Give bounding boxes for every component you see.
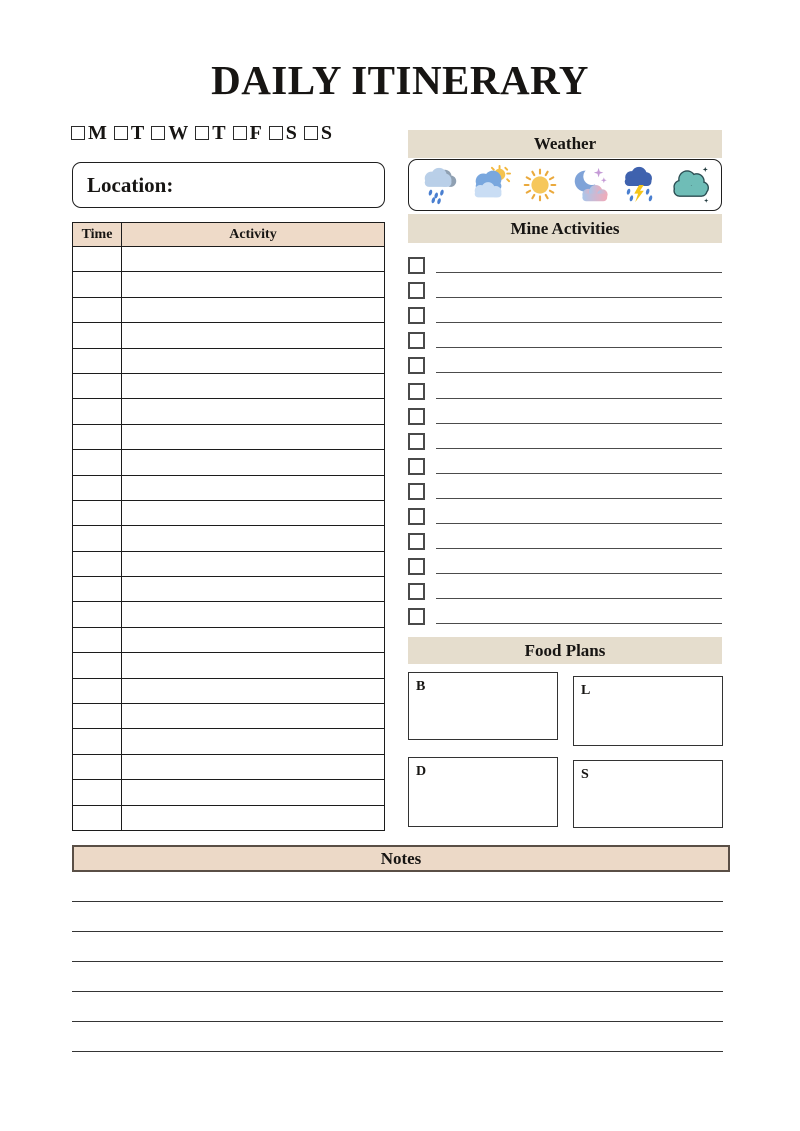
activity-cell[interactable] [122,780,385,805]
checklist-item [408,349,722,374]
table-row [73,704,385,729]
activity-write-line[interactable] [436,498,722,499]
schedule-table [72,222,385,831]
mine-activities-title: Mine Activities [510,218,620,238]
notes-area [72,872,723,1052]
day-checkbox[interactable] [195,126,209,140]
activity-write-line[interactable] [436,297,722,298]
sunny-icon[interactable] [519,164,561,206]
checklist-item [408,550,722,575]
activity-cell[interactable] [122,272,385,297]
day-thursday [195,123,225,143]
activity-cell[interactable] [122,297,385,322]
day-friday [233,123,262,143]
time-cell[interactable] [73,678,122,703]
table-row [73,526,385,551]
activity-checkbox[interactable] [408,383,425,400]
food-plans-header [408,637,722,664]
checklist-item [408,575,722,600]
table-row [73,297,385,322]
checklist-item [408,600,722,625]
thunderstorm-icon[interactable] [619,164,661,206]
activity-cell[interactable] [122,348,385,373]
time-cell[interactable] [73,323,122,348]
day-label: T [130,122,145,144]
meal-box-breakfast[interactable] [408,672,558,740]
meal-box-snacks[interactable] [573,760,723,828]
time-cell[interactable] [73,704,122,729]
activity-checkbox[interactable] [408,257,425,274]
time-cell[interactable] [73,653,122,678]
activities-checklist [408,249,722,625]
table-row [73,678,385,703]
activity-cell[interactable] [122,729,385,754]
table-row [73,500,385,525]
meal-box-lunch[interactable] [573,676,723,746]
activity-write-line[interactable] [436,448,722,449]
table-row [73,424,385,449]
meal-label-breakfast: B [416,679,426,694]
activity-cell[interactable] [122,399,385,424]
checklist-item [408,249,722,274]
time-cell[interactable] [73,373,122,398]
day-label: S [285,122,297,144]
time-cell[interactable] [73,500,122,525]
activity-checkbox[interactable] [408,458,425,475]
activity-checkbox[interactable] [408,357,425,374]
checklist-item [408,450,722,475]
activity-checkbox[interactable] [408,332,425,349]
activity-cell[interactable] [122,247,385,272]
meal-label-dinner: D [416,764,427,779]
meal-box-dinner[interactable] [408,757,558,827]
location-label: Location: [87,172,174,197]
day-checkbox[interactable] [151,126,165,140]
activity-cell[interactable] [122,754,385,779]
table-row [73,627,385,652]
checklist-item [408,324,722,349]
partly-cloudy-icon[interactable] [469,164,511,206]
activity-write-line[interactable] [436,398,722,399]
time-cell[interactable] [73,780,122,805]
activity-write-line[interactable] [436,598,722,599]
activity-cell[interactable] [122,526,385,551]
activity-cell[interactable] [122,653,385,678]
activity-cell[interactable] [122,475,385,500]
checklist-item [408,425,722,450]
time-cell[interactable] [73,424,122,449]
activity-cell[interactable] [122,323,385,348]
weather-title: Weather [533,134,597,153]
activity-checkbox[interactable] [408,483,425,500]
weather-header [408,130,722,158]
notes-write-line[interactable] [72,902,723,932]
activity-checkbox[interactable] [408,533,425,550]
activity-cell[interactable] [122,577,385,602]
activity-checkbox[interactable] [408,558,425,575]
activity-write-line[interactable] [436,623,722,624]
time-cell[interactable] [73,602,122,627]
checklist-item [408,525,722,550]
activity-checkbox[interactable] [408,282,425,299]
time-cell[interactable] [73,627,122,652]
schedule-header-row [73,223,385,247]
table-row [73,475,385,500]
day-label: M [88,122,107,144]
mine-activities-header [408,214,722,243]
day-label: F [249,122,262,144]
activity-write-line[interactable] [436,372,722,373]
day-label: T [212,122,226,144]
table-row [73,653,385,678]
time-cell[interactable] [73,729,122,754]
time-cell[interactable] [73,577,122,602]
meal-label-lunch: L [581,683,591,698]
activity-cell[interactable] [122,678,385,703]
checklist-item [408,500,722,525]
checklist-item [408,274,722,299]
time-cell[interactable] [73,475,122,500]
activity-write-line[interactable] [436,347,722,348]
activity-checkbox[interactable] [408,608,425,625]
activity-write-line[interactable] [436,523,722,524]
notes-write-line[interactable] [72,1022,723,1052]
day-sunday [304,123,332,143]
table-row [73,373,385,398]
table-row [73,399,385,424]
time-column-header: Time [73,223,122,247]
activity-checkbox[interactable] [408,508,425,525]
activity-write-line[interactable] [436,322,722,323]
activity-write-line[interactable] [436,573,722,574]
checklist-item [408,475,722,500]
meal-label-snacks: S [581,767,589,782]
time-cell[interactable] [73,399,122,424]
notes-header [72,845,730,872]
checklist-item [408,374,722,399]
activity-checkbox[interactable] [408,433,425,450]
time-cell[interactable] [73,297,122,322]
clear-night-icon[interactable] [569,164,611,206]
time-cell[interactable] [73,754,122,779]
activity-cell[interactable] [122,450,385,475]
time-cell[interactable] [73,526,122,551]
day-checkbox[interactable] [269,126,283,140]
time-cell[interactable] [73,348,122,373]
day-checkbox[interactable] [71,126,85,140]
cloudy-icon[interactable] [669,164,711,206]
notes-write-line[interactable] [72,932,723,962]
day-selector [71,123,339,143]
table-row [73,602,385,627]
time-cell[interactable] [73,272,122,297]
notes-write-line[interactable] [72,872,723,902]
table-row [73,577,385,602]
activity-cell[interactable] [122,551,385,576]
page-title: DAILY ITINERARY [211,57,589,103]
day-label: S [320,122,333,144]
table-row [73,247,385,272]
day-label: W [168,122,189,144]
notes-write-line[interactable] [72,962,723,992]
activity-checkbox[interactable] [408,583,425,600]
table-row [73,754,385,779]
activity-write-line[interactable] [436,548,722,549]
activity-checkbox[interactable] [408,408,425,425]
day-checkbox[interactable] [114,126,128,140]
activity-cell[interactable] [122,704,385,729]
table-row [73,323,385,348]
table-row [73,729,385,754]
activity-cell[interactable] [122,500,385,525]
table-row [73,348,385,373]
activity-cell[interactable] [122,424,385,449]
day-monday [71,123,107,143]
activity-cell[interactable] [122,627,385,652]
checklist-item [408,400,722,425]
time-cell[interactable] [73,551,122,576]
activity-checkbox[interactable] [408,307,425,324]
table-row [73,805,385,830]
table-row [73,272,385,297]
day-checkbox[interactable] [233,126,247,140]
notes-title: Notes [380,848,422,868]
checklist-item [408,299,722,324]
table-row [73,450,385,475]
table-row [73,780,385,805]
weather-icon-box [408,159,722,211]
activity-cell[interactable] [122,602,385,627]
activity-column-header: Activity [122,223,385,247]
rainy-icon[interactable] [419,164,461,206]
activity-cell[interactable] [122,373,385,398]
day-wednesday [151,123,188,143]
time-cell[interactable] [73,247,122,272]
activity-write-line[interactable] [436,272,722,273]
activity-write-line[interactable] [436,473,722,474]
activity-cell[interactable] [122,805,385,830]
table-row [73,551,385,576]
food-plans-title: Food Plans [524,640,606,660]
notes-write-line[interactable] [72,992,723,1022]
location-field[interactable] [72,162,385,208]
day-saturday [269,123,297,143]
day-tuesday [114,123,144,143]
day-checkbox[interactable] [304,126,318,140]
activity-write-line[interactable] [436,423,722,424]
time-cell[interactable] [73,450,122,475]
time-cell[interactable] [73,805,122,830]
